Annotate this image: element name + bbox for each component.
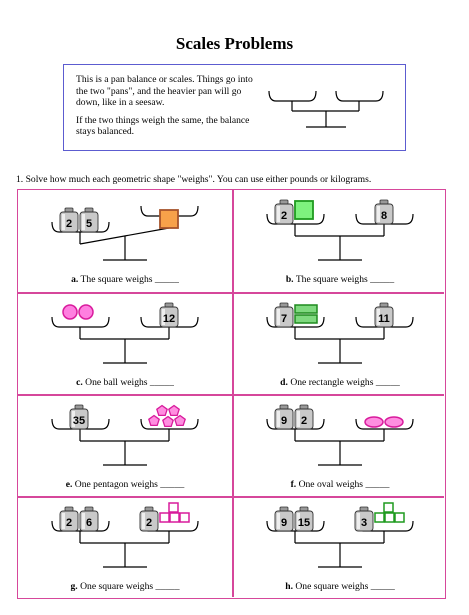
rectangle-shape [295,305,317,323]
weight-label: 2 [65,517,73,529]
intro-text [76,74,266,144]
square-shape [160,210,178,228]
weight-label: 2 [300,415,308,427]
problem-caption: e. One pentagon weighs _____ [65,479,185,490]
weight-label: 5 [85,218,93,230]
problem-caption: g. One square weighs _____ [70,581,180,592]
weight-label: 9 [280,415,288,427]
weight-icon [275,507,293,531]
weight-label: 2 [280,210,288,222]
problem-d [233,293,447,395]
weight-label: 12 [162,313,176,325]
weight-label: 3 [360,517,368,529]
weight-icon [140,507,158,531]
problem-caption: d. One rectangle weighs _____ [280,377,400,388]
pentagon-shape [149,406,185,427]
balance-scale [18,497,232,581]
weight-label: 8 [380,210,388,222]
question-1: 1. Solve how much each geometric shape "weighs". You can use either pounds or kilograms. [16,174,372,185]
problem-b [233,190,447,292]
balance-diagram [264,73,404,143]
weight-icon [275,200,293,224]
weight-icon [375,200,393,224]
intro-paragraph-1: This is a pan balance or scales. Things go into the two "pans", and the heavier pan will go down, like in a seesaw. [76,74,253,109]
weight-icon [60,208,78,232]
weight-label: 15 [297,517,311,529]
square-shape [375,503,404,522]
problem-e [18,395,232,497]
problem-caption: h. One square weighs _____ [285,581,395,592]
intro-box [63,64,406,151]
problem-f [233,395,447,497]
ball-shape [63,305,93,319]
weight-icon [375,303,393,327]
problem-caption: c. One ball weighs _____ [76,377,174,388]
balance-scale [233,293,447,377]
weight-label: 35 [72,415,86,427]
problem-caption: b. The square weighs _____ [285,274,395,285]
oval-shape [365,417,403,427]
weight-icon [80,507,98,531]
balance-scale [233,395,447,479]
problem-c [18,293,232,395]
weight-label: 11 [378,313,390,325]
intro-paragraph-2: If the two things weigh the same, the balance stays balanced. [76,114,250,138]
weight-label: 6 [85,517,93,529]
weight-icon [80,208,98,232]
problem-caption: f. One oval weighs _____ [290,479,390,490]
weight-icon [355,507,373,531]
weight-icon [60,507,78,531]
weight-icon [295,507,313,531]
weight-label: 9 [280,517,288,529]
square-shape [160,503,189,522]
problem-a [18,190,232,292]
problem-caption: a. The square weighs _____ [71,274,179,285]
weight-icon [295,405,313,429]
weight-label: 7 [280,313,288,325]
balance-scale [233,497,447,581]
balance-scale [18,190,232,274]
balance-scale [233,190,447,274]
weight-label: 2 [65,218,73,230]
problem-h [233,497,447,599]
page-title: Scales Problems [175,34,294,53]
weight-icon [160,303,178,327]
weight-icon [275,303,293,327]
balance-scale [18,395,232,479]
weight-icon [70,405,88,429]
balance-scale [18,293,232,377]
weight-icon [275,405,293,429]
problem-g [18,497,232,599]
square-shape [295,201,313,219]
weight-label: 2 [145,517,153,529]
problems-grid [17,189,446,599]
